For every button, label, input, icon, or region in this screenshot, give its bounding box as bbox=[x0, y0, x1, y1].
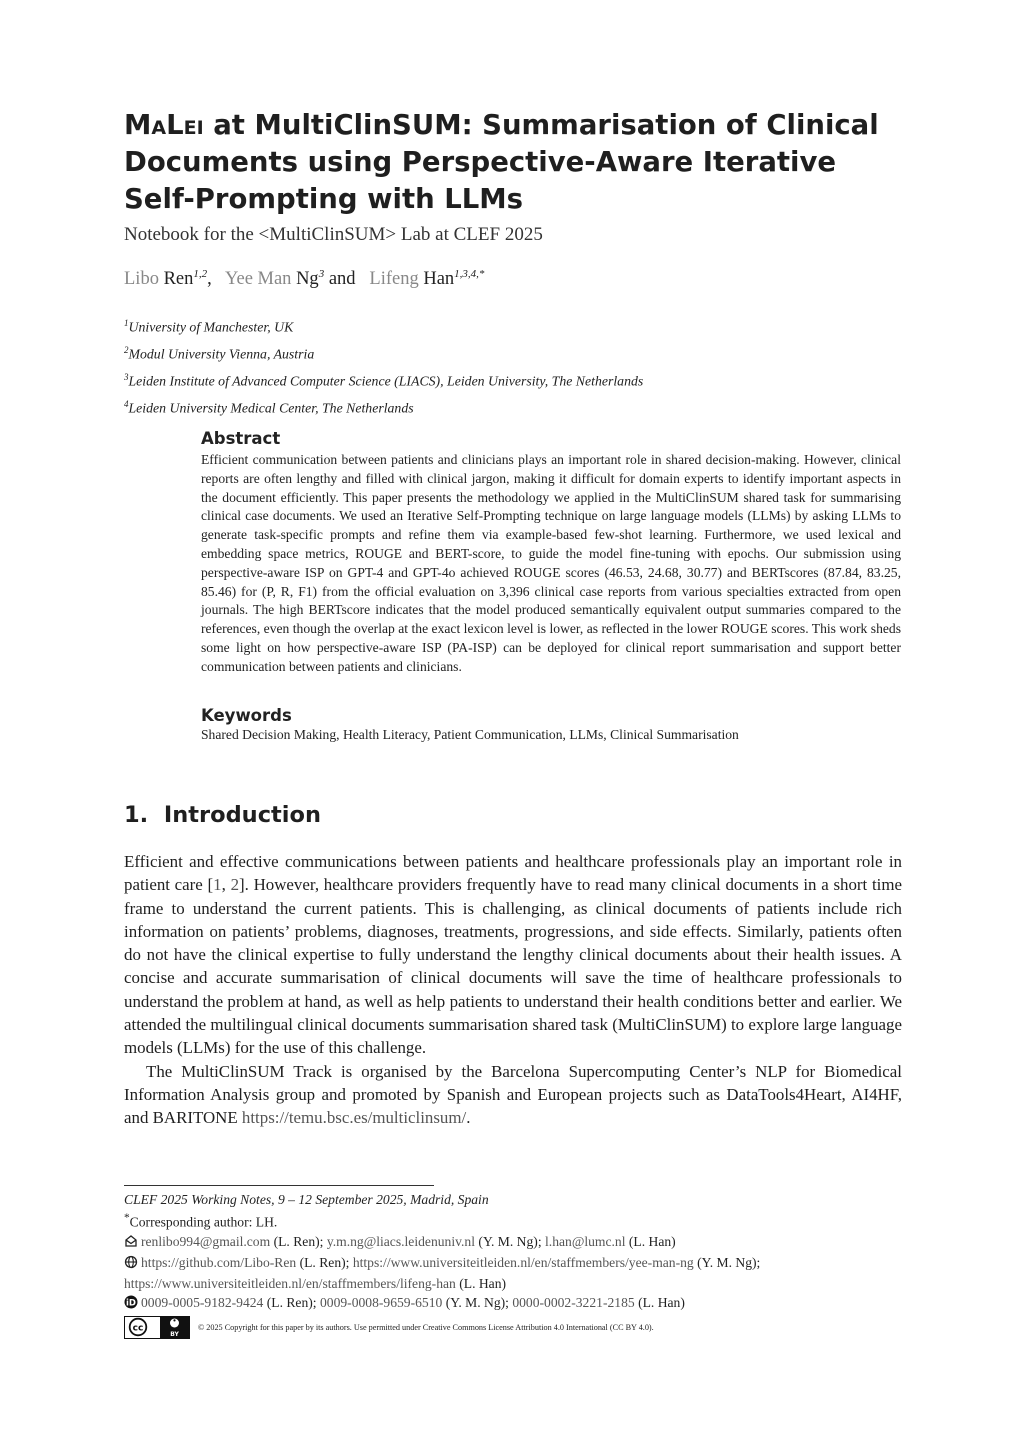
title-system-name: MaLei bbox=[124, 109, 204, 141]
svg-text:iD: iD bbox=[126, 1297, 136, 1308]
email-row: renlibo994@gmail.com (L. Ren); y.m.ng@liacs.leidenuniv.nl (Y. M. Ng); l.han@lumc.nl (L. Han) bbox=[124, 1232, 914, 1253]
cc-by-text: BY bbox=[170, 1330, 179, 1338]
venue-note: CLEF 2025 Working Notes, 9 – 12 September 2025, Madrid, Spain bbox=[124, 1192, 489, 1207]
multiclinsum-url-link[interactable]: https://temu.bsc.es/multiclinsum/ bbox=[241, 1108, 467, 1128]
affiliation: $^4$Leiden University Medical Center, The Netherlands bbox=[124, 398, 414, 416]
website-link[interactable]: https://github.com/Libo-Ren bbox=[141, 1254, 297, 1270]
orcid-row: iD 0009-0005-9182-9424 (L. Ren); 0009-0008-9659-6510 (Y. M. Ng); 0000-0002-3221-2185 (L. Han) bbox=[124, 1293, 914, 1314]
author: Lifeng Han$^{1,3,4,*}$ bbox=[369, 268, 485, 290]
website-row: https://www.universiteitleiden.nl/en/staffmembers/lifeng-han (L. Han) bbox=[124, 1275, 507, 1291]
orcid-icon bbox=[124, 1295, 138, 1314]
cc-by-logo bbox=[124, 1316, 190, 1339]
title-text: at MultiClinSUM: Summarisation of Clinical Documents using Perspective-Aware Iterative Self-Prompting with LLMs bbox=[124, 109, 879, 215]
keywords-heading: Keywords bbox=[201, 706, 292, 725]
email-link[interactable]: renlibo994@gmail.com bbox=[141, 1233, 271, 1249]
email-link[interactable]: y.m.ng@liacs.leidenuniv.nl bbox=[326, 1233, 476, 1249]
affiliation: $^3$Leiden Institute of Advanced Computer Science (LIACS), Leiden University, The Netherlands bbox=[124, 371, 644, 389]
website-link[interactable]: https://www.universiteitleiden.nl/en/staffmembers/yee-man-ng bbox=[352, 1254, 694, 1270]
author-list bbox=[124, 268, 484, 290]
introduction-body bbox=[124, 850, 902, 1130]
website-link[interactable]: https://www.universiteitleiden.nl/en/staffmembers/lifeng-han bbox=[124, 1275, 456, 1291]
abstract-heading: Abstract bbox=[201, 429, 281, 448]
affiliation: $^1$University of Manchester, UK bbox=[124, 318, 294, 335]
orcid-link[interactable]: 0009-0005-9182-9424 bbox=[141, 1294, 264, 1310]
website-row: https://github.com/Libo-Ren (L. Ren); https://www.universiteitleiden.nl/en/staffmembers/yee-man-ng (Y. M. Ng); bbox=[124, 1253, 914, 1274]
email-icon bbox=[124, 1234, 138, 1253]
footnote-divider bbox=[124, 1185, 434, 1186]
corresponding-note: *Corresponding author: LH. bbox=[124, 1212, 278, 1230]
section-heading: 1. Introduction bbox=[124, 802, 321, 828]
license-row bbox=[124, 1316, 914, 1339]
license-text: © 2025 Copyright for this paper by its authors. Use permitted under Creative Commons License Attribution 4.0 International (CC BY 4.0). bbox=[198, 1322, 654, 1332]
paragraph: Efficient and effective communications between patients and healthcare professionals play an important role in patient care [1, 2]. However, healthcare providers frequently have to read many clinical documents in a short time frame to understand the current patients. This is challenging, as clinical documents of patients include rich information on patients’ problems, diagnoses, treatments, progressions, and side effects. Similarly, patients often do not have the clinical expertise to fully understand the lengthy clinical documents about their health issues. A concise and accurate summarisation of clinical documents will save the time of healthcare professionals to understand the problem at hand, as well as help patients to understand their health conditions better and earlier. We attended the multilingual clinical documents summarisation shared task (MultiClinSUM) to explore large language models (LLMs) for the use of this challenge. bbox=[124, 852, 902, 1058]
citation-link[interactable]: 1 bbox=[213, 875, 222, 895]
email-link[interactable]: l.han@lumc.nl bbox=[545, 1233, 626, 1249]
abstract-text: Efficient communication between patients and clinicians plays an important role in shared decision-making. However, clinical reports are often lengthy and filled with clinical jargon, making it difficult for domain experts to identify important aspects in the document efficiently. This paper presents the methodology we applied in the MultiClinSUM shared task for summarising clinical case documents. We used an Iterative Self-Prompting technique on large language models (LLMs) by asking LLMs to generate task-specific prompts and refine them via example-based few-shot learning. Furthermore, we used lexical and embedding space metrics, ROUGE and BERT-score, to guide the model fine-tuning with epochs. Our submission using perspective-aware ISP on GPT-4 and GPT-4o achieved ROUGE scores (46.53, 24.68, 30.77) and BERTscores (87.84, 83.25, 85.46) for (P, R, F1) from the official evaluation on 3,396 clinical case reports from various specialties extracted from open journals. The high BERTscore indicates that the model produced semantically equivalent output summaries compared to the references, even though the overlap at the exact lexicon level is lower, as reflected in the lower ROUGE scores. This work sheds some light on how perspective-aware ISP (PA-ISP) can be deployed for clinical report summarisation and support better communication between patients and clinicians. bbox=[201, 452, 901, 674]
citation-link[interactable]: 2 bbox=[230, 875, 240, 895]
orcid-link[interactable]: 0009-0008-9659-6510 bbox=[319, 1294, 443, 1310]
author: Yee Man Ng$^3$ and bbox=[224, 268, 356, 290]
paragraph: The MultiClinSUM Track is organised by the Barcelona Supercomputing Center’s NLP for Biomedical Information Analysis group and promoted by Spanish and European projects such as DataTools4Heart, AI4HF, and BARITONE https://temu.bsc.es/multiclinsum/. bbox=[124, 1061, 902, 1128]
cc-logo-text: cc bbox=[132, 1322, 144, 1333]
affiliation-list bbox=[124, 312, 643, 420]
author: Libo Ren$^{1,2}$, bbox=[124, 268, 212, 290]
footnotes bbox=[124, 1190, 914, 1339]
globe-icon bbox=[124, 1255, 138, 1274]
paper-title bbox=[124, 107, 884, 218]
keywords-text: Shared Decision Making, Health Literacy, Patient Communication, LLMs, Clinical Summarisation bbox=[201, 727, 739, 742]
paper-subtitle: Notebook for the <MultiClinSUM> Lab at CLEF 2025 bbox=[124, 224, 543, 245]
orcid-link[interactable]: 0000-0002-3221-2185 bbox=[512, 1294, 635, 1310]
affiliation: $^2$Modul University Vienna, Austria bbox=[124, 344, 315, 362]
